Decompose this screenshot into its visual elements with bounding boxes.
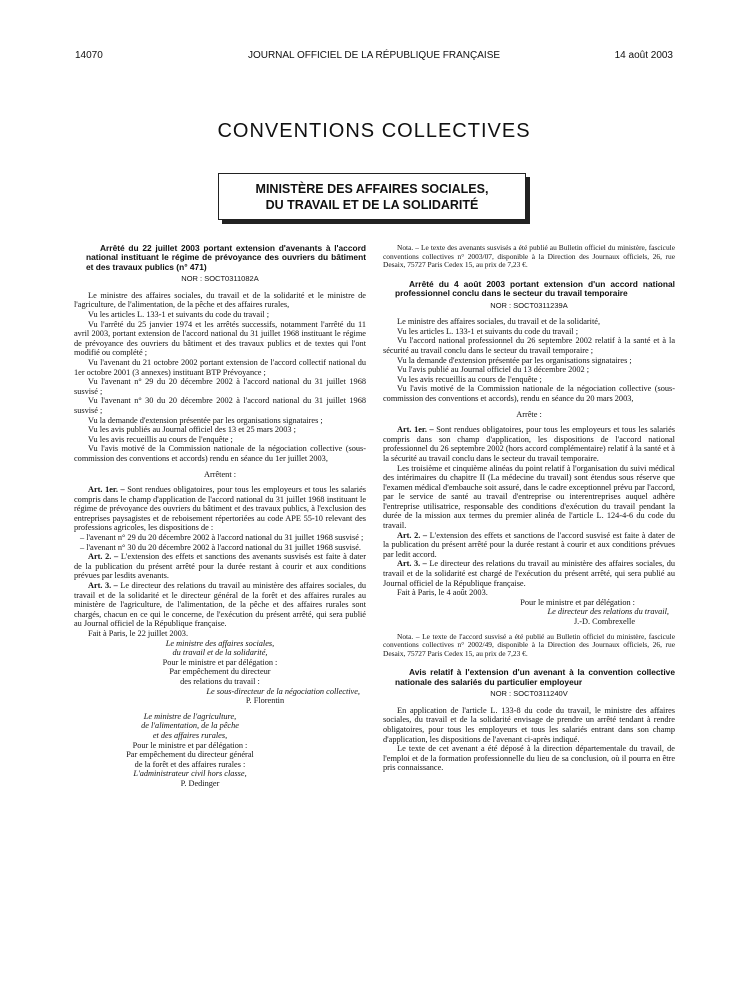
signature-line: Le ministre de l'agriculture, [143, 711, 237, 721]
article-label: Art. 1er. – [88, 485, 125, 495]
decree-heading: Arrêté du 22 juillet 2003 portant extension d'avenants à l'accord national instituant le régime de prévoyance des ouvriers du bâtiment et des travaux publics (n° 471) [86, 243, 366, 272]
paragraph: Le ministre des affaires sociales, du travail et de la solidarité, [397, 317, 601, 327]
paragraph: Vu l'avenant du 21 octobre 2002 portant extension de l'accord collectif national du 1er octobre 2001 (3 annexes) instituant BTP Prévoyance ; [74, 357, 366, 377]
notice-heading: Avis relatif à l'extension d'un avenant à la convention collective nationale des salariés du particulier employeur [395, 667, 675, 687]
section-title: CONVENTIONS COLLECTIVES [217, 120, 531, 142]
signature-line: et des affaires rurales, [152, 730, 228, 740]
article-label: Art. 3. – [397, 559, 427, 569]
arretent-label: Arrêtent : [203, 469, 237, 479]
article-label: Art. 2. – [88, 552, 119, 562]
paragraph: Vu les avis recueillis au cours de l'enquête ; [88, 434, 233, 444]
place-date: Fait à Paris, le 22 juillet 2003. [88, 629, 189, 638]
ministry-line-1: MINISTÈRE DES AFFAIRES SOCIALES, [255, 182, 489, 196]
nor-reference: NOR : SOCT0311082A [181, 274, 259, 284]
paragraph: Vu les articles L. 133-1 et suivants du code du travail ; [397, 326, 579, 336]
nota-note: Nota. – Le texte des avenants susvisés a été publié au Bulletin officiel du ministère, fascicule conventions collectives n° 2003/07, disponible à la Direction des Journaux officiels, 26, rue Desaix, 75727 Paris Cedex 15, au prix de 7,23 €. [383, 243, 675, 270]
signatory-name: J.-D. Combrexelle [573, 617, 635, 626]
signature-line: Par empêchement du directeur [169, 667, 271, 677]
article-3: Art. 3. – Le directeur des relations du travail au ministère des affaires sociales, du travail et de la solidarité est chargé de l'exécution du présent arrêté, qui sera publié au Journal officiel de la République française. [383, 559, 675, 588]
paragraph: Vu l'avenant n° 30 du 20 décembre 2002 à l'accord national du 31 juillet 1968 susvisé ; [74, 396, 366, 415]
article-1: Art. 1er. – Sont rendues obligatoires, pour tous les employeurs et tous les salariés compris dans le champ d'application de l'accord national du 31 juillet 1968 instituant le régime de prévoyance des ouvriers du bâtiment et des travaux publics, à l'exclusion des entreprises paysagistes et de reboisement répertoriées au code APE 55-10 relevant des professions agricoles, les dispositions de : [74, 485, 366, 533]
nor-reference: NOR : SOCT0311239A [490, 300, 568, 310]
left-column [74, 244, 366, 789]
article-2: Art. 2. – L'extension des effets et sanctions des avenants susvisés est faite à dater de la publication du présent arrêté pour la durée restant à courir et aux conditions prévues par lesdits avenants. [74, 552, 367, 581]
paragraph: Vu les articles L. 133-1 et suivants du code du travail ; [88, 310, 270, 319]
article-1: Art. 1er. – Sont rendues obligatoires, pour tous les employeurs et tous les salariés compris dans son champ d'application, les dispositions de l'accord national professionnel du 26 septembre 2002 (hors accord complémentaire) relatif à la santé et à la sécurité au travail conclu dans le secteur du travail temporaire. [383, 425, 675, 463]
signature-line: Pour le ministre et par délégation : [132, 740, 248, 750]
signature-line: L'administrateur civil hors classe, [133, 769, 247, 779]
paragraph: Le texte de cet avenant a été déposé à la direction départementale du travail, de l'emploi et de la formation professionnelle du lieu de sa conclusion, où il pourra en être pris connaissance. [383, 744, 675, 773]
ministry-line-2: DU TRAVAIL ET DE LA SOLIDARITÉ [265, 198, 479, 212]
paragraph: Le ministre des affaires sociales, du travail et de la solidarité et le ministre de l'agriculture, de l'alimentation, de la pêche et des affaires rurales, [74, 290, 366, 310]
article-label: Art. 2. – [397, 530, 428, 540]
list-item: – l'avenant n° 30 du 20 décembre 2002 à l'accord national du 31 juillet 1968 susvisé. [80, 542, 361, 552]
signatory-name: P. Dedinger [180, 778, 220, 788]
paragraph: Vu l'avis publié au Journal officiel du 13 décembre 2002 ; [397, 365, 590, 375]
signature-line: du travail et de la solidarité, [172, 648, 268, 658]
arrete-label: Arrête : [516, 409, 542, 419]
paragraph: En application de l'article L. 133-8 du code du travail, le ministre des affaires sociales, du travail et de la solidarité envisage de prendre un arrêté tendant à rendre obligatoires, pour tous les employeurs et tous les salariés entrant dans son champ d'application, les dispositions de l'avenant ci-après indiqué. [383, 705, 675, 744]
signatory-name: P. Florentin [245, 696, 285, 706]
paragraph: Vu l'avenant n° 29 du 20 décembre 2002 à l'accord national du 31 juillet 1968 susvisé ; [74, 377, 366, 396]
signature-line: Pour le ministre et par délégation : [520, 597, 635, 607]
paragraph: Vu l'accord national professionnel du 26 septembre 2002 relatif à la santé et à la sécurité au travail conclu dans le secteur du travail temporaire ; [383, 336, 675, 355]
signature-line: de la forêt et des affaires rurales : [134, 759, 246, 769]
ministry-box [218, 173, 526, 220]
paragraph: Vu l'avis motivé de la Commission nationale de la négociation collective (sous-commission des conventions et accords), rendu en séance du 20 mars 2003, [383, 384, 675, 403]
signature-line: Par empêchement du directeur général [126, 750, 254, 760]
list-item: – l'avenant n° 29 du 20 décembre 2002 à l'accord national du 31 juillet 1968 susvisé ; [80, 533, 364, 543]
issue-date: 14 août 2003 [614, 50, 673, 61]
paragraph: Vu la demande d'extension présentée par les organisations signataires ; [88, 415, 323, 425]
article-label: Art. 1er. – [397, 425, 434, 435]
signature-line: des relations du travail : [180, 676, 260, 686]
nota-note: Nota. – Le texte de l'accord susvisé a été publié au Bulletin officiel du ministère, fascicule conventions collectives n° 2002/49, disponible à la Direction des Journaux officiels, 26, rue Desaix, 75727 Paris Cedex 15, au prix de 7,23 €. [383, 631, 675, 658]
right-column [383, 244, 675, 773]
article-label: Art. 3. – [88, 581, 118, 591]
article-3: Art. 3. – Le directeur des relations du travail au ministère des affaires sociales, du travail et de la solidarité et le directeur général de la forêt et des affaires rurales au ministère de l'agriculture, de l'alimentation, de la pêche et des affaires rurales sont chargés, chacun en ce qui le concerne, de l'exécution du présent arrêté, qui sera publié au Journal officiel de la République française. [74, 581, 366, 629]
paragraph: Vu l'arrêté du 25 janvier 1974 et les arrêtés successifs, notamment l'arrêté du 11 avril 2003, portant extension de l'accord national du 31 juillet 1968 instituant le régime de prévoyance des ouvriers du bâtiment et des travaux publics et de textes qui l'ont modifié ou complété ; [74, 319, 366, 358]
nor-reference: NOR : SOCT0311240V [490, 689, 568, 699]
paragraph: Vu les avis recueillis au cours de l'enquête ; [397, 374, 542, 384]
signature-line: Le directeur des relations du travail, [547, 607, 669, 617]
page-number: 14070 [75, 50, 103, 61]
signature-line: Le sous-directeur de la négociation collective, [206, 686, 360, 696]
paragraph: Les troisième et cinquième alinéas du point relatif à l'organisation du suivi médical des intérimaires du chapitre II (La médecine du travail) sont étendus sous réserve que l'examen médical d'embauche soit assuré, dans le cadre exceptionnel prévu par l'accord, par le service de santé au travail d'entreprise ou interentreprises auquel adhère l'entreprise utilisatrice, responsable des conditions d'exécution du travail pendant la durée de la mission aux termes du premier alinéa de l'article L. 124-4-6 du code du travail. [383, 463, 675, 531]
journal-name: JOURNAL OFFICIEL DE LA RÉPUBLIQUE FRANÇAISE [247, 50, 501, 61]
signature-line: Le ministre des affaires sociales, [165, 638, 275, 648]
paragraph: Vu l'avis motivé de la Commission nationale de la négociation collective (sous-commission des conventions et accords) rendu en séance du 1er juillet 2003, [74, 444, 366, 463]
paragraph: Vu la demande d'extension présentée par les organisations signataires ; [397, 355, 632, 365]
signature-line: de l'alimentation, de la pêche [141, 721, 239, 731]
article-2: Art. 2. – L'extension des effets et sanctions de l'accord susvisé est faite à dater de la publication du présent arrêté pour la durée restant à courir et aux conditions prévues par ledit accord. [383, 530, 675, 559]
paragraph: Vu les avis publiés au Journal officiel des 13 et 25 mars 2003 ; [88, 425, 296, 435]
signature-line: Pour le ministre et par délégation : [162, 657, 278, 667]
page-header [75, 50, 673, 64]
decree-heading: Arrêté du 4 août 2003 portant extension d'un accord national professionnel conclu dans le secteur du travail temporaire [395, 278, 675, 299]
place-date: Fait à Paris, le 4 août 2003. [397, 588, 488, 598]
